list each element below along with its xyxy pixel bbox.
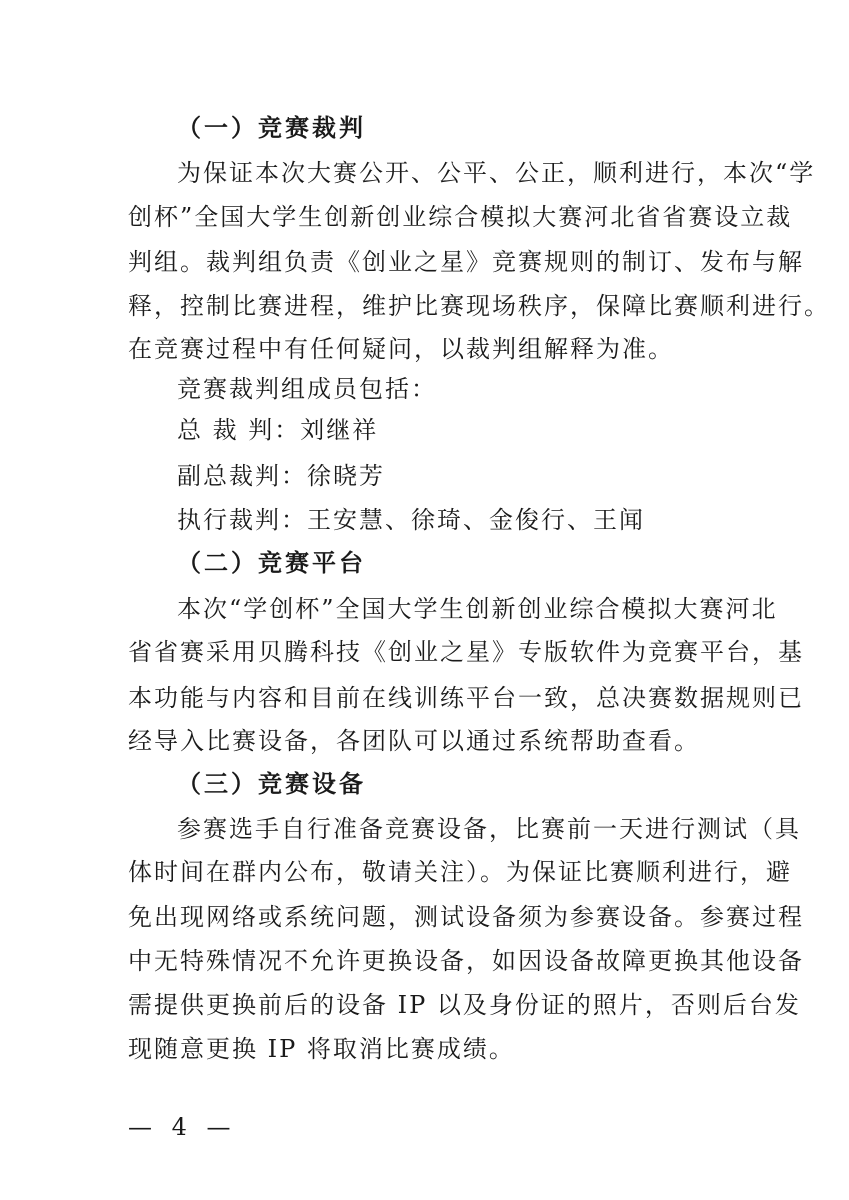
section-heading-judges: （一）竞赛裁判 (177, 113, 366, 142)
paragraph-line: 在竞赛过程中有任何疑问，以裁判组解释为准。 (128, 335, 674, 363)
paragraph-line: 本功能与内容和目前在线训练平台一致，总决赛数据规则已 (128, 684, 804, 712)
paragraph-line: 体时间在群内公布，敬请关注）。为保证比赛顺利进行，避 (128, 858, 792, 886)
paragraph-line: 释，控制比赛进程，维护比赛现场秩序，保障比赛顺利进行。 (128, 292, 830, 320)
page-number: — 4 — (128, 1113, 237, 1141)
section-heading-equipment: （三）竞赛设备 (177, 769, 366, 798)
paragraph-line: 创杯”全国大学生创新创业综合模拟大赛河北省省赛设立裁 (128, 203, 793, 231)
paragraph-line: 省省赛采用贝腾科技《创业之星》专版软件为竞赛平台，基 (128, 638, 804, 666)
member-chief-judge: 总 裁 判：刘继祥 (177, 416, 379, 444)
paragraph-line: 中无特殊情况不允许更换设备，如因设备故障更换其他设备 (128, 947, 804, 975)
paragraph-line: 判组。裁判组负责《创业之星》竞赛规则的制订、发布与解 (128, 248, 804, 276)
paragraph-line: 需提供更换前后的设备 IP 以及身份证的照片，否则后台发 (128, 991, 801, 1019)
section-heading-platform: （二）竞赛平台 (177, 548, 366, 577)
paragraph-line: 为保证本次大赛公开、公平、公正，顺利进行，本次“学 (177, 159, 816, 187)
member-deputy-judge: 副总裁判：徐晓芳 (177, 462, 385, 490)
members-intro: 竞赛裁判组成员包括： (177, 375, 437, 403)
paragraph-line: 本次“学创杯”全国大学生创新创业综合模拟大赛河北 (177, 595, 778, 623)
member-executive-judges: 执行裁判：王安慧、徐琦、金俊行、王闻 (177, 506, 645, 534)
paragraph-line: 现随意更换 IP 将取消比赛成绩。 (128, 1035, 515, 1063)
paragraph-line: 免出现网络或系统问题，测试设备须为参赛设备。参赛过程 (128, 903, 804, 931)
paragraph-line: 参赛选手自行准备竞赛设备，比赛前一天进行测试（具 (177, 815, 801, 843)
paragraph-line: 经导入比赛设备，各团队可以通过系统帮助查看。 (128, 727, 700, 755)
